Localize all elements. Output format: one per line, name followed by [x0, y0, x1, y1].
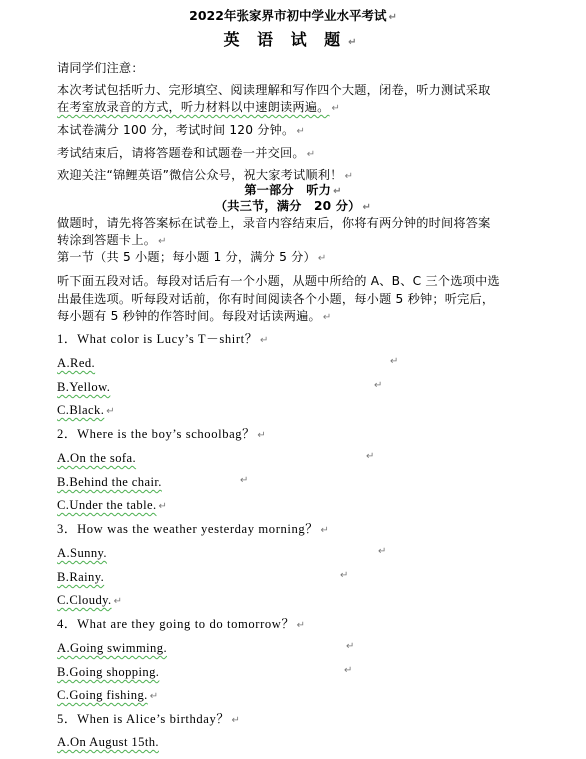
paragraph-mark: ↵ — [344, 665, 353, 676]
paragraph-mark: ↵ — [366, 451, 375, 462]
exam-subtitle: 英 语 试 题 ↵ — [223, 30, 363, 49]
question-4-option-a: A.Going swimming. — [57, 641, 168, 655]
question-5: 5．When is Alice’s birthday？ ↵ — [57, 712, 241, 726]
question-1-option-a: A.Red. — [57, 356, 96, 370]
question-2-option-c: C.Under the table. ↵ — [57, 498, 168, 512]
question-4-option-c: C.Going fishing. ↵ — [57, 688, 159, 702]
question-4-option-b: B.Going shopping. — [57, 665, 160, 679]
question-2: 2．Where is the boy’s schoolbag？ ↵ — [57, 427, 267, 441]
section1-title: 第一节（共 5 小题；每小题 1 分，满分 5 分） ↵ — [57, 250, 327, 264]
notice-line-3: 考试结束后，请将答题卷和试题卷一并交回。 ↵ — [57, 146, 316, 160]
section1-instr-b: 出最佳选项。听每段对话前，你有时间阅读各个小题，每小题 5 秒钟；听完后， — [57, 292, 495, 306]
notice-line-4: 欢迎关注“锦鲤英语”微信公众号，祝大家考试顺利！ ↵ — [57, 168, 354, 182]
paragraph-mark: ↵ — [340, 570, 349, 581]
section1-instr-c: 每小题有 5 秒钟的作答时间。每段对话读两遍。 ↵ — [57, 309, 332, 323]
section1-instr-a: 听下面五段对话。每段对话后有一个小题，从题中所给的 A、B、C 三个选项中选 — [57, 274, 500, 288]
part1-instr-a: 做题时，请先将答案标在试卷上，录音内容结束后，你将有两分钟的时间将答案 — [57, 216, 491, 230]
notice-line-1a: 本次考试包括听力、完形填空、阅读理解和写作四个大题，闭卷，听力测试采取 — [57, 83, 491, 97]
exam-title: 2022年张家界市初中学业水平考试 ↵ — [189, 8, 397, 23]
notice-heading: 请同学们注意： — [57, 61, 144, 75]
question-3-option-a: A.Sunny. — [57, 546, 107, 560]
question-4: 4．What are they going to do tomorrow？ ↵ — [57, 617, 306, 631]
question-3: 3．How was the weather yesterday morning？ ↵ — [57, 522, 330, 536]
question-2-option-b: B.Behind the chair. — [57, 475, 162, 489]
paragraph-mark: ↵ — [390, 356, 399, 367]
question-1-option-c: C.Black. ↵ — [57, 403, 116, 417]
notice-line-2: 本试卷满分 100 分，考试时间 120 分钟。 ↵ — [57, 123, 306, 137]
question-3-option-b: B.Rainy. — [57, 570, 105, 584]
part1-title: 第一部分 听力 ↵ — [244, 183, 342, 197]
part1-instr-b: 转涂到答题卡上。 ↵ — [57, 233, 167, 247]
question-1: 1．What color is Lucy’s T－shirt？ ↵ — [57, 332, 269, 346]
paragraph-mark: ↵ — [240, 475, 249, 486]
paragraph-mark: ↵ — [374, 380, 383, 391]
question-1-option-b: B.Yellow. — [57, 380, 111, 394]
question-2-option-a: A.On the sofa. — [57, 451, 137, 465]
paragraph-mark: ↵ — [378, 546, 387, 557]
question-3-option-c: C.Cloudy. ↵ — [57, 593, 123, 607]
part1-subtitle: （共三节，满分 20 分） ↵ — [214, 199, 372, 213]
paragraph-mark: ↵ — [346, 641, 355, 652]
question-5-option-a: A.On August 15th. — [57, 735, 159, 749]
notice-line-1b: 在考室放录音的方式，听力材料以中速朗读两遍。 ↵ — [57, 100, 341, 114]
